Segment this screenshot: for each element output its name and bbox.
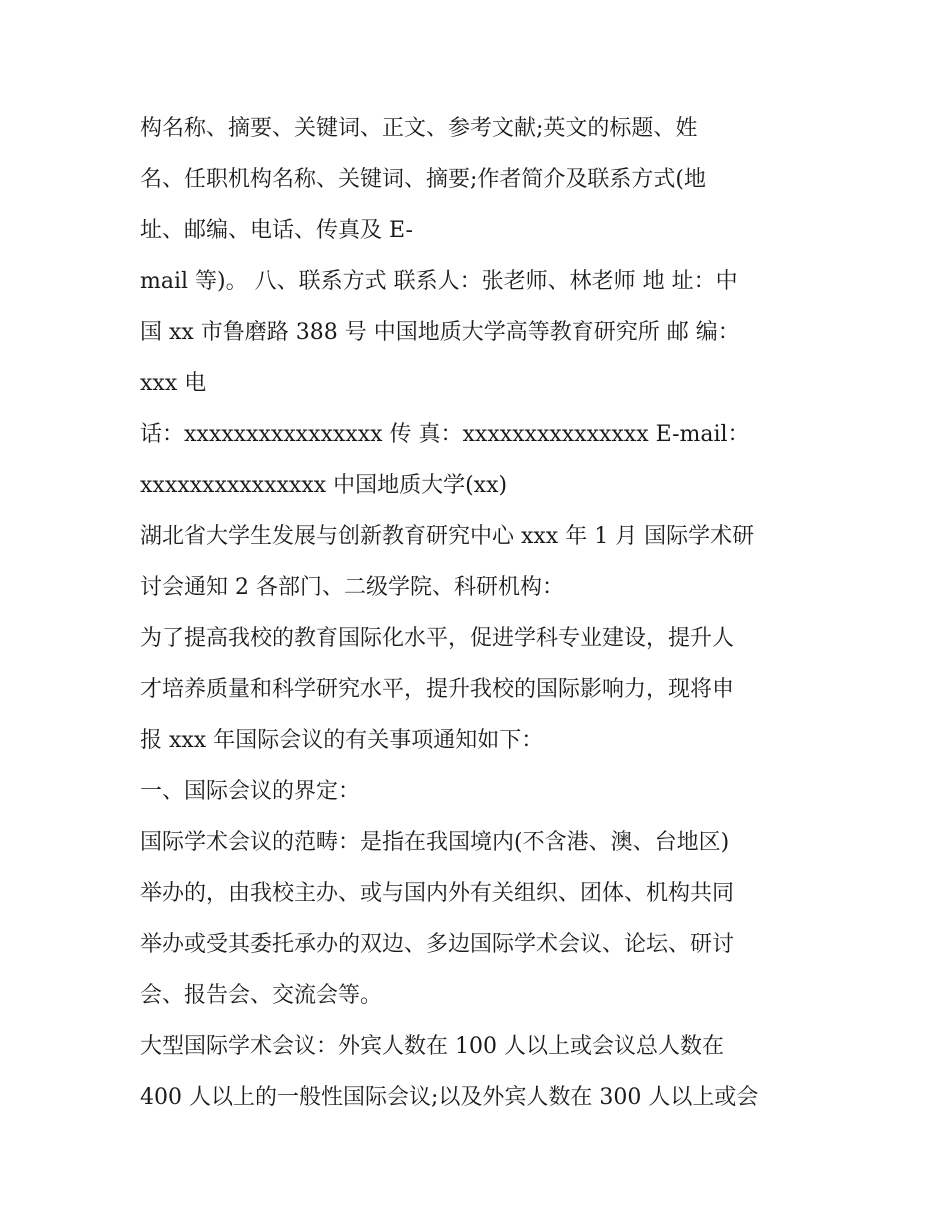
text-line-19: 大型国际学术会议：外宾人数在 100 人以上或会议总人数在 xyxy=(140,1034,724,1059)
text-line-12: 才培养质量和科学研究水平，提升我校的国际影响力，现将申 xyxy=(140,677,735,702)
text-line-18: 会、报告会、交流会等。 xyxy=(140,983,383,1008)
text-line-7: 话：xxxxxxxxxxxxxxxx 传 真：xxxxxxxxxxxxxxx E-mail： xyxy=(140,422,750,447)
text-line-10: 讨会通知 2 各部门、二级学院、科研机构： xyxy=(140,575,564,600)
text-line-13: 报 xxx 年国际会议的有关事项通知如下： xyxy=(140,728,544,753)
text-line-2: 名、任职机构名称、关键词、摘要;作者简介及联系方式(地 xyxy=(140,167,706,192)
text-line-11: 为了提高我校的教育国际化水平，促进学科专业建设，提升人 xyxy=(140,626,735,651)
text-line-4: mail 等)。 八、联系方式 联系人：张老师、林老师 地 址：中 xyxy=(140,269,738,294)
text-line-15: 国际学术会议的范畴：是指在我国境内(不含港、澳、台地区) xyxy=(140,830,730,855)
text-line-5: 国 xx 市鲁磨路 388 号 中国地质大学高等教育研究所 邮 编： xyxy=(140,320,740,345)
section-heading: 一、国际会议的界定： xyxy=(140,779,361,804)
text-line-8: xxxxxxxxxxxxxxx 中国地质大学(xx) xyxy=(140,473,508,498)
document-body xyxy=(140,103,830,1123)
text-line-1: 构名称、摘要、关键词、正文、参考文献;英文的标题、姓 xyxy=(140,116,698,141)
text-line-6: xxx 电 xyxy=(140,371,207,396)
text-line-17: 举办或受其委托承办的双边、多边国际学术会议、论坛、研讨 xyxy=(140,932,735,957)
text-line-20: 400 人以上的一般性国际会议;以及外宾人数在 300 人以上或会 xyxy=(140,1085,759,1110)
text-line-16: 举办的，由我校主办、或与国内外有关组织、团体、机构共同 xyxy=(140,881,735,906)
text-line-9: 湖北省大学生发展与创新教育研究中心 xxx 年 1 月 国际学术研 xyxy=(140,524,755,549)
text-line-3: 址、邮编、电话、传真及 E- xyxy=(140,218,413,243)
